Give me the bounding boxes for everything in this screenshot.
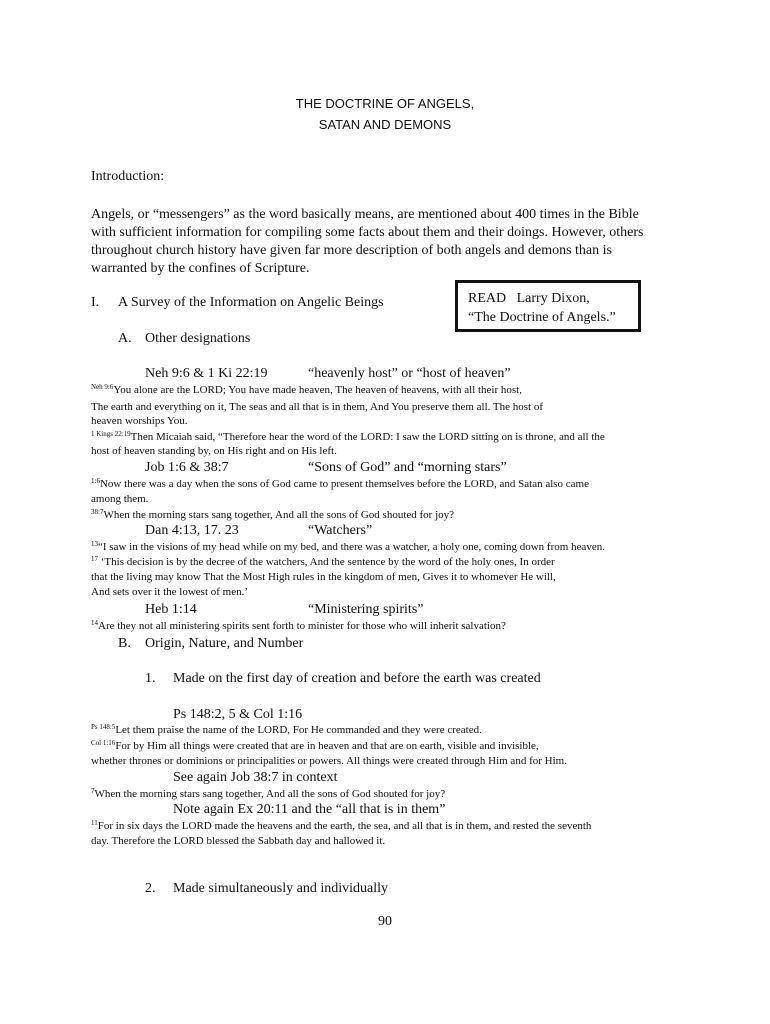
verse-sup: 13 (91, 540, 98, 548)
verse-text: ‘This decision is by the decree of the watchers, And the sentence by the word of the holy ones, In order (98, 556, 555, 568)
verse-sup: 14 (91, 619, 98, 627)
verse-job-line-3 (91, 508, 454, 521)
verse-sup: Neh 9:6 (91, 383, 114, 391)
verse-job-line-1 (91, 477, 589, 490)
desc-ministering-spirits: “Ministering spirits” (308, 602, 424, 617)
verse-ps-line-1 (91, 723, 482, 736)
section-1-heading: A Survey of the Information on Angelic Beings (118, 295, 384, 310)
verse-sup: 7 (91, 787, 95, 795)
verse-dan-line-4: And sets over it the lowest of men.’ (91, 586, 249, 598)
verse-text: For in six days the LORD made the heavens and the earth, the sea, and all that is in them, and rested the seventh (97, 820, 592, 832)
verse-neh-line-1 (91, 383, 522, 396)
point-2-text: Made simultaneously and individually (173, 881, 389, 896)
read-box-line-2: “The Doctrine of Angels.” (468, 310, 616, 325)
ref-neh-ki: Neh 9:6 & 1 Ki 22:19 (145, 366, 268, 381)
section-b-heading: Origin, Nature, and Number (145, 636, 304, 651)
verse-text: For by Him all things were created that are in heaven and that are on earth, visible and invisible, (115, 740, 539, 752)
ref-dan: Dan 4:13, 17. 23 (145, 523, 239, 538)
verse-dan-line-1 (91, 540, 605, 553)
verse-job-387 (91, 787, 445, 800)
verse-text: Now there was a day when the sons of God came to present themselves before the LORD, and Satan also came (99, 478, 589, 490)
verse-ki-line-2: host of heaven standing by, on His right and on His left. (91, 445, 337, 457)
verse-text: “I saw in the visions of my head while on my bed, and there was a watcher, a holy one, coming down from heaven. (98, 541, 605, 553)
ref-ps-col: Ps 148:2, 5 & Col 1:16 (173, 707, 303, 722)
verse-heb-line-1 (91, 619, 506, 632)
verse-text: You alone are the LORD; You have made heaven, The heaven of heavens, with all their host, (113, 384, 522, 396)
verse-job-line-2: among them. (91, 493, 149, 505)
ref-job: Job 1:6 & 38:7 (145, 460, 229, 475)
verse-neh-line-3: heaven worships You. (91, 415, 188, 427)
desc-watchers: “Watchers” (308, 523, 373, 538)
page-number: 90 (378, 914, 392, 929)
note-again-ex: Note again Ex 20:11 and the “all that is in them” (173, 802, 446, 817)
verse-dan-line-2 (91, 555, 555, 568)
read-box (455, 280, 641, 332)
verse-text: Are they not all ministering spirits sent forth to minister for those who will inherit salvation? (98, 620, 506, 632)
intro-paragraph: Angels, or “messengers” as the word basically means, are mentioned about 400 times in the Bible with sufficient information for compiling some facts about them and their doings. However, others throughout church history have given far more description of both angels and demons than is warranted by the confines of Scripture. (91, 207, 644, 276)
verse-ki-line-1 (91, 430, 605, 443)
section-a-number: A. (118, 331, 132, 346)
section-b-number: B. (118, 636, 131, 651)
point-1-text: Made on the first day of creation and before the earth was created (173, 671, 541, 686)
verse-text: When the morning stars sang together, And all the sons of God shouted for joy? (103, 509, 455, 521)
verse-text: When the morning stars sang together, And all the sons of God shouted for joy? (94, 788, 446, 800)
page-title-line-1: THE DOCTRINE OF ANGELS, (295, 96, 475, 111)
verse-dan-line-3: that the living may know That the Most High rules in the kingdom of men, Gives it to whomever He will, (91, 571, 556, 583)
verse-sup: Col 1:16 (91, 739, 116, 747)
verse-neh-line-2: The earth and everything on it, The seas and all that is in them, And You preserve them all. The host of (91, 401, 544, 413)
verse-ex-line-1 (91, 819, 591, 832)
section-a-heading: Other designations (145, 331, 251, 346)
verse-sup: 11 (91, 819, 98, 827)
desc-sons-of-god: “Sons of God” and “morning stars” (308, 460, 507, 475)
verse-text: Then Micaiah said, “Therefore hear the word of the LORD: I saw the LORD sitting on is throne, and all the (130, 431, 605, 443)
see-again-job: See again Job 38:7 in context (173, 770, 338, 785)
point-1-number: 1. (145, 671, 156, 686)
ref-heb: Heb 1:14 (145, 602, 197, 617)
verse-ex-line-2: day. Therefore the LORD blessed the Sabbath day and hallowed it. (91, 835, 386, 847)
verse-col-line-1 (91, 739, 539, 752)
verse-sup: 1 Kings 22:19 (91, 430, 131, 438)
verse-sup: Ps 148:5 (91, 723, 116, 731)
point-2-number: 2. (145, 881, 156, 896)
verse-sup: 1:6 (91, 477, 100, 485)
page-title-line-2: SATAN AND DEMONS (318, 117, 452, 132)
verse-col-line-2: whether thrones or dominions or principalities or powers. All things were created through Him and for Him. (91, 755, 567, 767)
verse-sup: 38:7 (91, 508, 104, 516)
verse-text: Let them praise the name of the LORD, For He commanded and they were created. (115, 724, 482, 736)
intro-heading: Introduction: (91, 169, 165, 184)
section-1-number: I. (91, 295, 100, 310)
desc-heavenly-host: “heavenly host” or “host of heaven” (308, 366, 511, 381)
read-box-line-1: READ Larry Dixon, (468, 291, 590, 306)
verse-sup: 17 (91, 555, 98, 563)
